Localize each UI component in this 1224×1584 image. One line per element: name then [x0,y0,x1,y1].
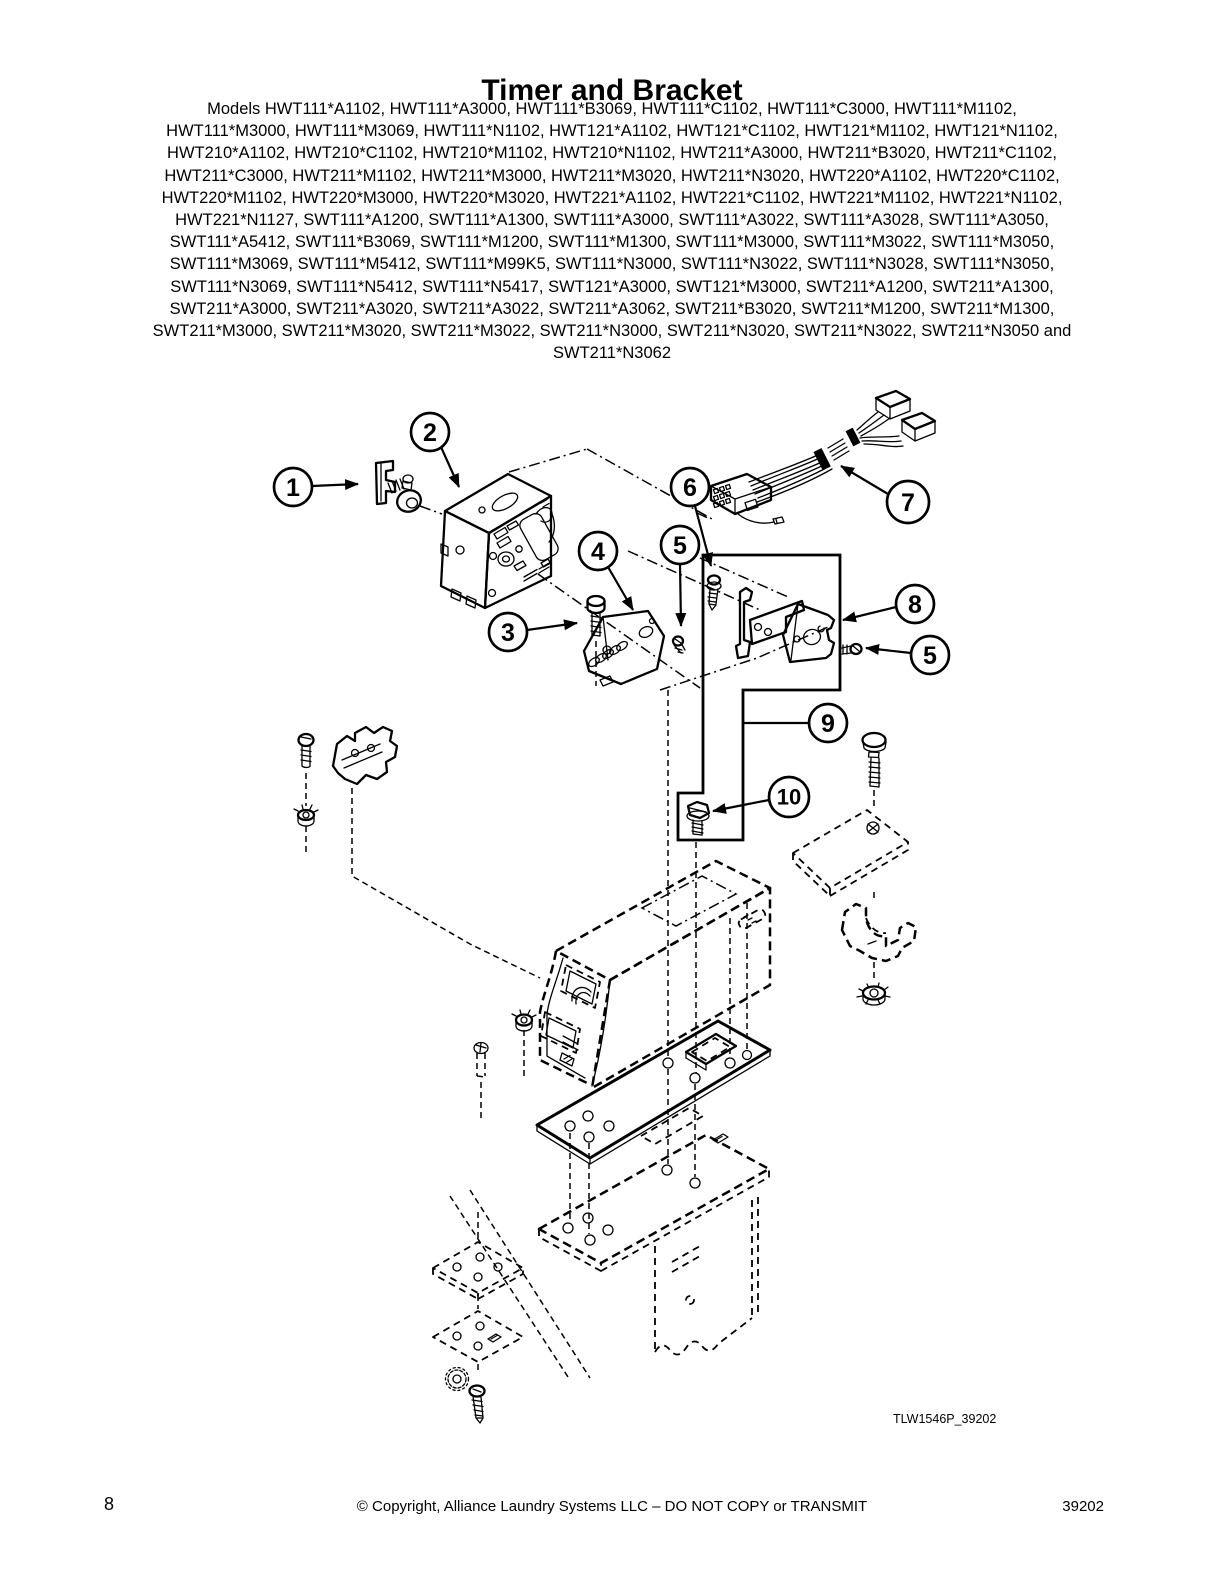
callout-label: 3 [501,618,515,647]
callout-8 [843,585,934,623]
right-stack [793,733,916,1005]
models-line: SWT211*A3000, SWT211*A3020, SWT211*A3022, SWT211*A3062, SWT211*B3020, SWT211*M1200, SWT211*M1300, [169,299,1055,318]
models-line: HWT221*N1127, SWT111*A1200, SWT111*A1300, SWT111*A3000, SWT111*A3022, SWT111*A3028, SWT111*A3050, [175,211,1049,230]
figure-code: TLW1546P_39202 [893,1412,997,1426]
page-title: Timer and Bracket [481,74,743,108]
callout-10 [713,777,809,817]
models-line: HWT220*M1102, HWT220*M3000, HWT220*M3020, HWT221*A1102, HWT221*C1102, HWT221*M1102, HWT221*N1102, [161,188,1063,207]
callout-1 [274,468,358,506]
callout-label: 4 [591,537,605,566]
callout-5-left [661,526,699,626]
part-9-zone-outline [678,555,840,840]
part-1-switch [376,461,424,515]
callout-7 [841,466,929,523]
part-8-mounting-bracket [736,588,834,662]
callout-label: 8 [908,590,922,619]
callout-label: 5 [673,531,687,560]
copyright-notice: © Copyright, Alliance Laundry Systems LLC – DO NOT COPY or TRANSMIT [356,1498,868,1515]
callout-2 [411,413,459,487]
console-meter-case [474,861,770,1088]
part-2-timer [441,474,561,608]
models-line: SWT111*A5412, SWT111*B3069, SWT111*M1200, SWT111*M1300, SWT111*M3000, SWT111*M3022, SWT111*M3050, [169,233,1055,252]
mounting-plate [537,1021,770,1164]
part-5-screw-right [842,644,862,654]
washer-deck [539,1108,769,1355]
page-footer [0,1494,1224,1524]
models-line: HWT111*M3000, HWT111*M3069, HWT111*N1102, HWT121*A1102, HWT121*C1102, HWT121*M1102, HWT121*N1102, [166,122,1058,141]
models-line: HWT210*A1102, HWT210*C1102, HWT210*M1102, HWT210*N1102, HWT211*A3000, HWT211*B3020, HWT211*C1102, [167,144,1057,163]
models-line: SWT111*M3069, SWT111*M5412, SWT111*M99K5, SWT111*N3000, SWT111*N3022, SWT111*N3028, SWT111*N3050, [169,255,1055,274]
callout-3 [489,613,577,651]
models-line: SWT211*N3062 [552,344,671,363]
models-line: SWT111*N3069, SWT111*N5412, SWT111*N5417, SWT121*A3000, SWT121*M3000, SWT211*A1200, SWT211*A1300, [170,277,1054,296]
models-line: Models HWT111*A1102, HWT111*A3000, HWT111*B3069, HWT111*C1102, HWT111*C3000, HWT111*M1102, [207,100,1017,118]
callout-label: 5 [923,641,937,670]
callout-label: 9 [821,709,835,738]
callout-4 [579,532,633,610]
part-5-screw-left [673,637,685,654]
left-screw-nut-bracket [294,727,397,826]
callout-label: 1 [286,473,300,502]
models-line: SWT211*M3000, SWT211*M3020, SWT211*M3022, SWT211*N3000, SWT211*N3020, SWT211*N3022, SWT211*N3050 and [152,322,1072,341]
callout-label: 7 [901,488,915,517]
part-6-screw [707,576,721,611]
page-number: 8 [104,1494,115,1514]
callout-5-right [866,636,949,674]
callout-label: 2 [423,418,437,447]
models-line: HWT211*C3000, HWT211*M1102, HWT211*M3000, HWT211*M3020, HWT211*N3020, HWT220*A1102, HWT220*C1102, [164,166,1060,185]
callout-label: 10 [776,784,802,810]
callout-label: 6 [683,473,697,502]
part-10-bolt [687,802,709,835]
construction-lines [306,449,874,1380]
bottom-left-stack [433,1242,523,1423]
doc-number: 39202 [1062,1498,1104,1515]
callout-9 [743,704,847,742]
